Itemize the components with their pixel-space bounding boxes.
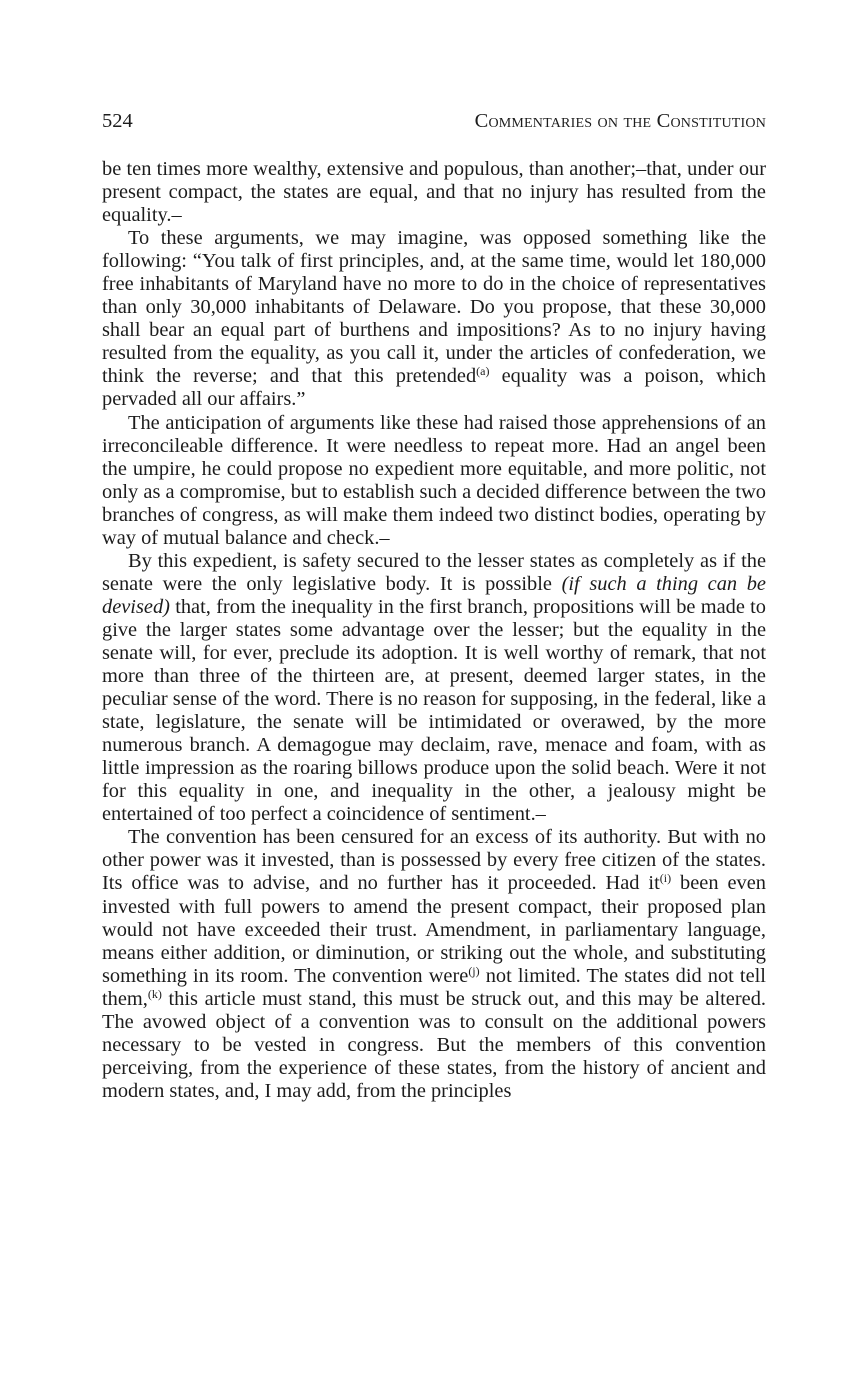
paragraph — [102, 158, 766, 227]
running-title: Commentaries on the Constitution — [474, 110, 766, 132]
text-run: not limited. The states did not tell them, — [102, 964, 766, 1010]
text-run: been even invested with full powers to amend the present compact, their proposed plan would not have exceeded their trust. Amendment, in parliamentary language, means either addition, or diminution, or striking out the whole, and substituting something in its room. The convention were — [102, 872, 766, 987]
text-run: To these arguments, we may imagine, was opposed something like the following: “You talk of first principles, and, at the same time, would let 180,000 free inhabitants of Maryland have no more to do in the choice of representatives than only 30,000 inhabitants of Delaware. Do you propose, that these 30,000 shall bear an equal part of burthens and impositions? As to no injury having resulted from the equality, as you call it, under the articles of confederation, we think the reverse; and that this pretended — [102, 227, 766, 388]
running-header — [102, 110, 766, 140]
text-run: that, from the inequality in the first branch, propositions will be made to give the larger states some advantage over the lesser; but the equality in the senate will, for ever, preclude its adoption. It is well worthy of remark, that not more than three of the thirteen are, at present, deemed larger states, in the peculiar sense of the word. There is no reason for supposing, in the federal, like a state, legislature, the senate will be intimidated or overawed, by the more numerous branch. A demagogue may declaim, rave, menace and foam, with as little impression as the roaring billows produce upon the solid beach. Were it not for this equality in one, and inequality in the other, a jealousy might be entertained of too perfect a coincidence of sentiment.– — [102, 595, 766, 826]
document-page — [102, 110, 766, 1103]
paragraph — [102, 227, 766, 411]
text-run: this article must stand, this must be struck out, and this may be altered. The avowed object of a convention was to consult on the additional powers necessary to be vested in congress. But the members of this convention perceiving, from the experience of these states, from the history of ancient and modern states, and, I may add, from the principles — [102, 987, 766, 1102]
text-run: The convention has been censured for an excess of its authority. But with no other power was it invested, than is possessed by every free citizen of the states. Its office was to advise, and no further has it proceeded. Had it — [102, 826, 766, 895]
footnote-marker: (k) — [147, 986, 162, 1001]
text-run: The anticipation of arguments like these had raised those apprehensions of an irreconcileable difference. It were needless to repeat more. Had an angel been the umpire, he could propose no expedient more equitable, and more politic, not only as a compromise, but to establish such a decided difference between the two branches of congress, as will make them indeed two distinct bodies, operating by way of mutual balance and check.– — [102, 411, 766, 549]
italic-text: (if such a thing can be devised) — [102, 572, 766, 618]
footnote-marker: (i) — [659, 871, 672, 886]
page-number: 524 — [102, 110, 133, 132]
paragraph — [102, 412, 766, 550]
footnote-marker: (a) — [476, 364, 490, 379]
text-run: be ten times more wealthy, extensive and populous, than another;–that, under our present compact, the states are equal, and that no injury has resulted from the equality.– — [102, 158, 766, 227]
text-run: equality was a poison, which pervaded all our affairs.” — [102, 365, 766, 411]
footnote-marker: (j) — [468, 963, 480, 978]
paragraph — [102, 550, 766, 827]
paragraph — [102, 826, 766, 1103]
text-run: By this expedient, is safety secured to the lesser states as completely as if the senate were the only legislative body. It is possible — [102, 549, 766, 595]
body-text — [102, 158, 766, 1103]
